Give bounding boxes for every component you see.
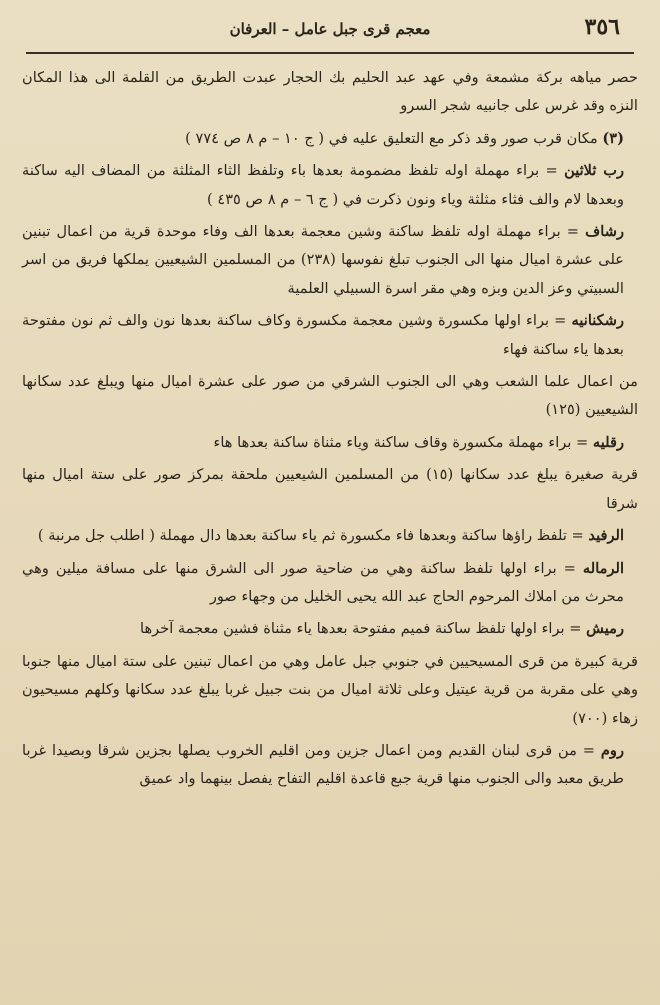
entry-headword: رقليه — [592, 433, 624, 451]
entry-headword: (٣) — [602, 129, 624, 147]
header-rule — [26, 52, 634, 54]
paragraph — [22, 218, 638, 303]
entry-headword: رشكنانيه — [571, 312, 625, 330]
paragraph — [22, 429, 638, 457]
paragraph-text: = من قرى لبنان القديم ومن اعمال جزين ومن اقليم الخروب يصلها بجزين شرقا وبصيدا غربا طريق معبد والى الجنوب منها قرية جبع قاعدة اقليم التفاح يفصل بينهما واد عميق — [22, 741, 624, 788]
page-number: ٣٥٦ — [584, 14, 620, 40]
paragraph — [22, 64, 638, 121]
entry-headword: رميش — [586, 620, 624, 638]
page-header — [22, 14, 638, 52]
paragraph — [22, 461, 638, 518]
paragraph-text: = براء اولها تلفظ ساكنة فميم مفتوحة بعدها ياء مثناة فشين معجمة آخرها — [140, 620, 582, 638]
paragraph — [22, 737, 638, 794]
paragraph-text: = براء اولها مكسورة وشين معجمة مكسورة وكاف ساكنة بعدها نون والف ثم نون مفتوحة بعدها ياء ساكنة فهاء — [22, 312, 624, 358]
paragraph-text: = براء مهملة اوله تلفظ مضمومة بعدها باء وتلفظ الثاء المثلثة من المضاف اليه ساكنة وبعدها لام والف فثاء مثلثة وياء ونون ذكرت في ( ج ٦ – م ٨ ص ٤٣٥ ) — [22, 162, 624, 208]
paragraph-text: قرية صغيرة يبلغ عدد سكانها (١٥) من المسلمين الشيعيين ملحقة بمركز صور على ستة اميال منها شرقا — [22, 466, 638, 512]
paragraph — [22, 615, 638, 643]
paragraph-text: مكان قرب صور وقد ذكر مع التعليق عليه في ( ج ١٠ – م ٨ ص ٧٧٤ ) — [185, 129, 598, 147]
paragraph-text: = براء مهملة مكسورة وقاف ساكنة وياء مثناة ساكنة بعدها هاء — [213, 433, 589, 451]
paragraph — [22, 522, 638, 550]
paragraph — [22, 307, 638, 364]
paragraph — [22, 648, 638, 733]
paragraph-text: حصر مياهه بركة مشمعة وفي عهد عبد الحليم بك الحجار عبدت الطريق من القلمة الى هذا المكان النزه وقد غرس على جانبيه شجر السرو — [22, 69, 638, 115]
body-text — [22, 64, 638, 794]
paragraph-text: = براء مهملة اوله تلفظ ساكنة وشين معجمة بعدها الف وفاء موحدة قرية من اعمال تبنين على عشرة اميال منها الى الجنوب تبلغ نفوسها (٢٣٨) من المسلمين الشيعيين يملكها فريق من اسر السبيتي وعز الدين وبزه وهي مقر اسرة السبيلي العلمية — [22, 223, 624, 297]
paragraph-text: من اعمال علما الشعب وهي الى الجنوب الشرقي من صور على عشرة اميال منها ويبلغ عدد سكانها الشيعيين (١٢٥) — [22, 373, 638, 419]
paragraph — [22, 157, 638, 214]
entry-headword: روم — [600, 741, 625, 759]
entry-headword: الرفيد — [588, 527, 624, 545]
paragraph-text: = براء اولها تلفظ ساكنة وهي من ضاحية صور الى الشرق منها على مسافة ميلين وهي محرث من املاك المرحوم الحاج عبد الله يحيى الخليل من وجهاء صور — [22, 559, 624, 605]
paragraph-text: = تلفظ راؤها ساكنة وبعدها فاء مكسورة ثم ياء ساكنة بعدها دال مهملة ( اطلب جل مرنبة ) — [37, 527, 584, 545]
entry-headword: رشاف — [585, 223, 624, 241]
paragraph — [22, 125, 638, 153]
paragraph-text: قرية كبيرة من قرى المسيحيين في جنوبي جبل عامل وهي من اعمال تبنين على ستة اميال منها جنوبا وهي على مقربة من قرية عيتيل وعلى ثلاثة اميال من بنت جبيل غربا يبلغ عدد سكانها وكلهم مسيحيون زهاء (٧٠٠) — [22, 652, 638, 727]
entry-headword: رب ثلاثين — [564, 162, 625, 180]
paragraph — [22, 555, 638, 612]
running-title: معجم قرى جبل عامل – العرفان — [229, 20, 431, 38]
paragraph — [22, 368, 638, 425]
entry-headword: الرماله — [582, 559, 625, 577]
